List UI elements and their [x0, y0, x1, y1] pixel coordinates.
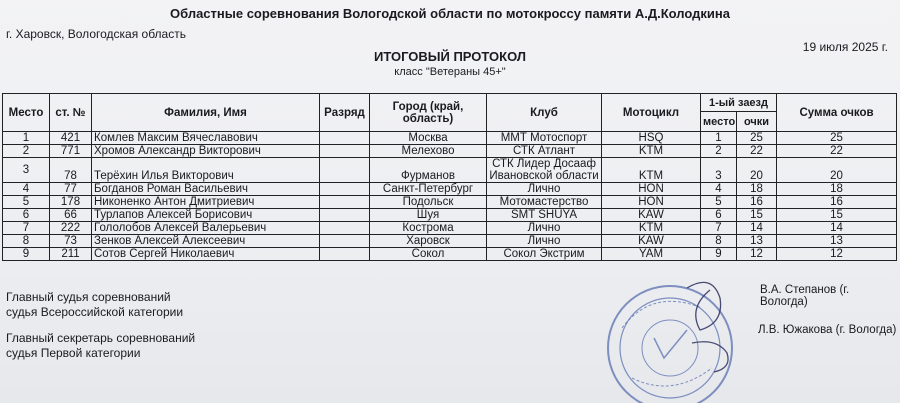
cell-place: 1 [3, 132, 50, 145]
cell-name: Терёхин Илья Викторович [92, 158, 320, 183]
cell-total: 20 [777, 158, 897, 183]
cell-club: Сокол Экстрим [487, 248, 602, 261]
table-row [3, 222, 897, 235]
cell-club: СТК Лидер Досааф Ивановской области [487, 158, 602, 183]
cell-rank [320, 235, 370, 248]
chief-judge-line2: судья Всероссийской категории [6, 305, 184, 319]
cell-r1-points: 14 [737, 222, 777, 235]
cell-moto: HSQ [602, 132, 701, 145]
cell-r1-points: 16 [737, 196, 777, 209]
cell-r1-points: 13 [737, 235, 777, 248]
chief-judge-line1: Главный судья соревнований [6, 290, 171, 304]
cell-total: 13 [777, 235, 897, 248]
cell-total: 18 [777, 183, 897, 196]
cell-r1-points: 15 [737, 209, 777, 222]
official-stamp [592, 268, 742, 403]
cell-rank [320, 158, 370, 183]
cell-city: Сокол [370, 248, 487, 261]
cell-r1-points: 22 [737, 145, 777, 158]
cell-city: Санкт-Петербург [370, 183, 487, 196]
cell-rank [320, 132, 370, 145]
col-rank: Разряд [320, 94, 370, 132]
cell-place: 4 [3, 183, 50, 196]
event-city: г. Харовск, Вологодская область [6, 27, 186, 41]
cell-total: 15 [777, 209, 897, 222]
cell-name: Зенков Алексей Алексеевич [92, 235, 320, 248]
col-city: Город (край, область) [370, 94, 487, 132]
cell-place: 7 [3, 222, 50, 235]
cell-r1-place: 1 [701, 132, 737, 145]
cell-number: 771 [50, 145, 92, 158]
cell-r1-points: 18 [737, 183, 777, 196]
cell-name: Гололобов Алексей Валерьевич [92, 222, 320, 235]
cell-city: Кострома [370, 222, 487, 235]
secretary-title [6, 331, 195, 361]
cell-moto: KTM [602, 145, 701, 158]
cell-club: ММТ Мотоспорт [487, 132, 602, 145]
cell-rank [320, 145, 370, 158]
cell-total: 22 [777, 145, 897, 158]
cell-place: 9 [3, 248, 50, 261]
col-total: Сумма очков [777, 94, 897, 132]
secretary-line1: Главный секретарь соревнований [6, 331, 196, 345]
col-club: Клуб [487, 94, 602, 132]
cell-moto: YAM [602, 248, 701, 261]
table-row [3, 145, 897, 158]
table-row [3, 158, 897, 183]
results-table [2, 93, 897, 261]
table-row [3, 248, 897, 261]
cell-club: SMT SHUYA [487, 209, 602, 222]
cell-r1-place: 9 [701, 248, 737, 261]
cell-rank [320, 248, 370, 261]
chief-judge-name: В.А. Степанов (г. Вологда) [760, 284, 850, 308]
cell-name: Хромов Александр Викторович [92, 145, 320, 158]
cell-name: Богданов Роман Васильевич [92, 183, 320, 196]
cell-total: 12 [777, 248, 897, 261]
cell-place: 3 [3, 158, 50, 183]
cell-r1-place: 6 [701, 209, 737, 222]
cell-moto: HON [602, 196, 701, 209]
cell-rank [320, 222, 370, 235]
cell-total: 14 [777, 222, 897, 235]
cell-rank [320, 209, 370, 222]
cell-moto: KAW [602, 209, 701, 222]
cell-place: 6 [3, 209, 50, 222]
cell-moto: HON [602, 183, 701, 196]
col-number: ст. № [50, 94, 92, 132]
col-race1-points: очки [737, 112, 777, 132]
cell-club: СТК Атлант [487, 145, 602, 158]
cell-city: Мелехово [370, 145, 487, 158]
protocol-title: ИТОГОВЫЙ ПРОТОКОЛ [374, 49, 526, 64]
cell-r1-place: 2 [701, 145, 737, 158]
cell-r1-place: 8 [701, 235, 737, 248]
cell-rank [320, 183, 370, 196]
cell-number: 78 [50, 158, 92, 183]
cell-r1-place: 5 [701, 196, 737, 209]
cell-moto: KAW [602, 235, 701, 248]
chief-judge-title [6, 290, 183, 320]
cell-number: 222 [50, 222, 92, 235]
secretary-name: Л.В. Южакова (г. Вологда) [758, 324, 897, 336]
cell-number: 77 [50, 183, 92, 196]
cell-total: 25 [777, 132, 897, 145]
cell-r1-points: 25 [737, 132, 777, 145]
cell-r1-points: 20 [737, 158, 777, 183]
cell-city: Подольск [370, 196, 487, 209]
cell-number: 211 [50, 248, 92, 261]
cell-number: 66 [50, 209, 92, 222]
cell-moto: KTM [602, 222, 701, 235]
cell-name: Комлев Максим Вячеславович [92, 132, 320, 145]
cell-moto: KTM [602, 158, 701, 183]
cell-place: 8 [3, 235, 50, 248]
cell-r1-points: 12 [737, 248, 777, 261]
cell-r1-place: 4 [701, 183, 737, 196]
col-place: Место [3, 94, 50, 132]
cell-name: Никоненко Антон Дмитриевич [92, 196, 320, 209]
table-row [3, 196, 897, 209]
col-race1: 1-ый заезд [701, 94, 777, 112]
cell-rank [320, 196, 370, 209]
cell-club: Лично [487, 183, 602, 196]
cell-city: Москва [370, 132, 487, 145]
col-name: Фамилия, Имя [92, 94, 320, 132]
class-label: класс "Ветераны 45+" [394, 66, 506, 78]
cell-total: 16 [777, 196, 897, 209]
table-row [3, 235, 897, 248]
secretary-line2: судья Первой категории [6, 346, 141, 360]
event-date: 19 июля 2025 г. [802, 40, 888, 54]
cell-place: 2 [3, 145, 50, 158]
table-row [3, 132, 897, 145]
table-row [3, 183, 897, 196]
cell-number: 178 [50, 196, 92, 209]
cell-r1-place: 3 [701, 158, 737, 183]
cell-city: Шуя [370, 209, 487, 222]
cell-city: Фурманов [370, 158, 487, 183]
col-race1-place: место [701, 112, 737, 132]
cell-r1-place: 7 [701, 222, 737, 235]
cell-number: 73 [50, 235, 92, 248]
cell-place: 5 [3, 196, 50, 209]
cell-name: Турлапов Алексей Борисович [92, 209, 320, 222]
cell-number: 421 [50, 132, 92, 145]
table-row [3, 209, 897, 222]
cell-club: Мотомастерство [487, 196, 602, 209]
event-title: Областные соревнования Вологодской области по мотокроссу памяти А.Д.Колодкина [170, 6, 730, 21]
cell-name: Сотов Сергей Николаевич [92, 248, 320, 261]
cell-club: Лично [487, 235, 602, 248]
cell-city: Харовск [370, 235, 487, 248]
col-moto: Мотоцикл [602, 94, 701, 132]
cell-club: Лично [487, 222, 602, 235]
